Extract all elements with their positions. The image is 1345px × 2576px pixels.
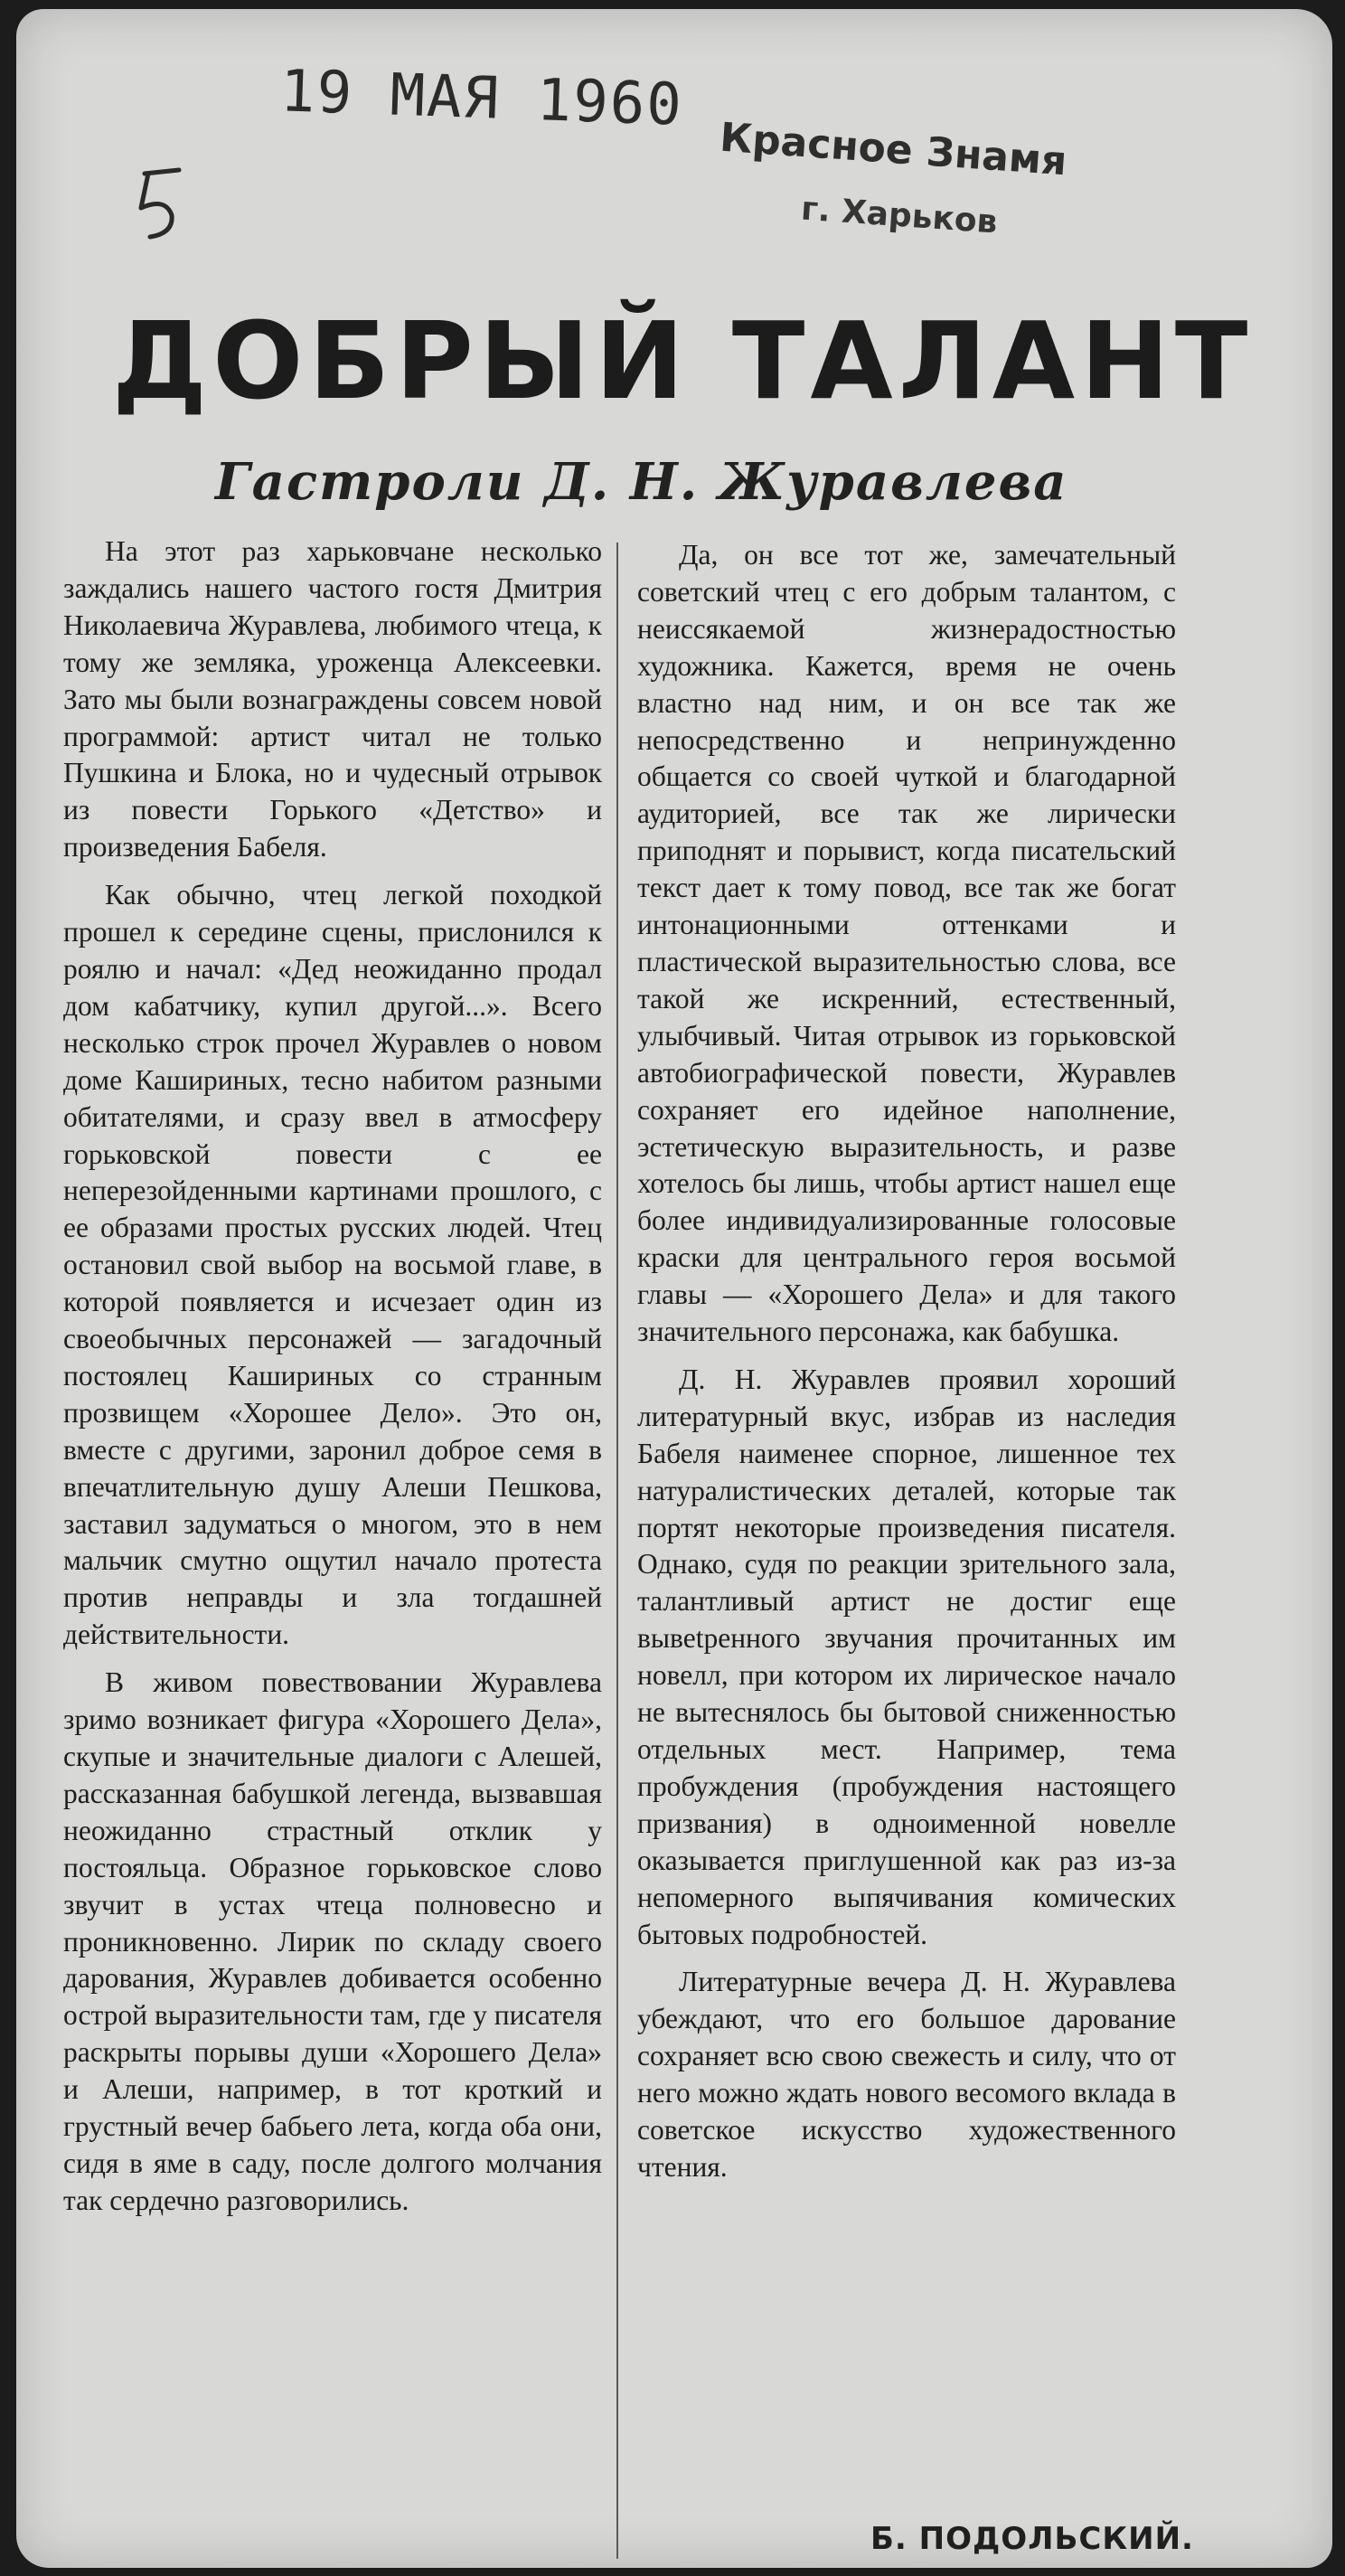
pencil-mark-icon <box>125 163 206 244</box>
paragraph: Д. Н. Журавлев проявил хороший литературный вкус, избрав из наследия Бабеля наименее спорное, лишенное тех натуралистических деталей, которые так портят некоторые произведения писателя. Однако, судя по реакции зрительного зала, талантливый артист не достиг еще вывеtренного звучания прочитанных им новелл, при котором их лирическое начало не вытеснялось бы бытовой сниженностью отдельных мест. Например, тема пробуждения (пробуждения настоящего призвания) в одноименной новелле оказывается приглушенной как раз из-за непомерного выпячивания комических бытовых подробностей. <box>637 1363 1176 1950</box>
right-column <box>637 537 1176 2197</box>
article-subheadline: Гастроли Д. Н. Журавлева <box>215 452 1068 512</box>
column-divider <box>616 543 618 2559</box>
paragraph: В живом повествовании Журавлева зримо возникает фигура «Хорошего Дела», скупые и значительные диалоги с Алешей, рассказанная бабушкой легенда, вызвавшая неожиданно страстный отклик у постояльца. Образное горьковское слово звучит в устах чтеца полновесно и проникновенно. Лирик по складу своего дарования, Журавлев добивается особенно острой выразительности там, где у писателя раскрыты порывы души «Хорошего Дела» и Алеши, например, в тот кроткий и грустный вечер бабьего лета, когда оба они, сидя в яме в саду, после долгого молчания так сердечно разговорились. <box>63 1666 602 2216</box>
paragraph: Да, он все тот же, замечательный советский чтец с его добрым талантом, с неиссякаемой жизнерадостностью художника. Кажется, время не очень властно над ним, и он все так же непосредственно и непринужденно общается со своей чуткой и благодарной аудиторией, все так же лирически приподнят и порывист, когда писательский текст дает к тому повод, все так же богат интонационными оттенками и пластической выразительностью слова, все такой же искренний, естественный, улыбчивый. Читая отрывок из горьковской автобиографической повести, Журавлев сохраняет его идейное наполнение, эстетическую выразительность, и разве хотелось бы лишь, чтобы артист нашел еще более индивидуализированные голосовые краски для центрального героя восьмой главы — «Хорошего Дела» и для такого значительного персонажа, как бабушка. <box>637 539 1176 1348</box>
city-stamp: г. Харьков <box>799 190 999 241</box>
author-signature: Б. ПОДОЛЬСКИЙ. <box>870 2521 1194 2557</box>
date-stamp: 19 МАЯ 1960 <box>278 58 684 139</box>
paragraph: Как обычно, чтец легкой походкой прошел к середине сцены, прислонился к роялю и начал: «Дед неожиданно продал дом кабатчику, купил другой...». Всего несколько строк прочел Журавлев о новом доме Кашириных, тесно набитом разными обитателями, и сразу ввел в атмосферу горьковской повести с ее неперезойденными картинами прошлого, с ее образами простых русских людей. Чтец остановил свой выбор на восьмой главе, в которой появляется и исчезает один из своеобычных персонажей — загадочный постоялец Кашириных со странным прозвищем «Хорошее Дело». Это он, вместе с другими, заронил доброе семя в впечатлительную душу Алеши Пешкова, заставил задуматься о многом, это в нем мальчик смутно ощутил начало протеста против неправды и зла тогдашней действительности. <box>63 879 602 1651</box>
newspaper-name-stamp: Красное Знамя <box>718 114 1068 185</box>
paragraph: Литературные вечера Д. Н. Журавлева убеждают, что его большое дарование сохраняет всю свою свежесть и силу, что от него можно ждать нового весомого вклада в советское искусство художественного чтения. <box>637 1966 1176 2183</box>
newspaper-clipping <box>16 9 1332 2568</box>
left-column <box>63 533 602 2231</box>
paragraph: На этот раз харьковчане несколько заждались нашего частого гостя Дмитрия Николаевича Журавлева, любимого чтеца, к тому же земляка, уроженца Алексеевки. Зато мы были вознаграждены совсем новой программой: артист читал не только Пушкина и Блока, но и чудесный отрывок из повести Горького «Детство» и произведения Бабеля. <box>63 535 602 863</box>
article-headline: ДОБРЫЙ ТАЛАНТ <box>112 298 1254 423</box>
